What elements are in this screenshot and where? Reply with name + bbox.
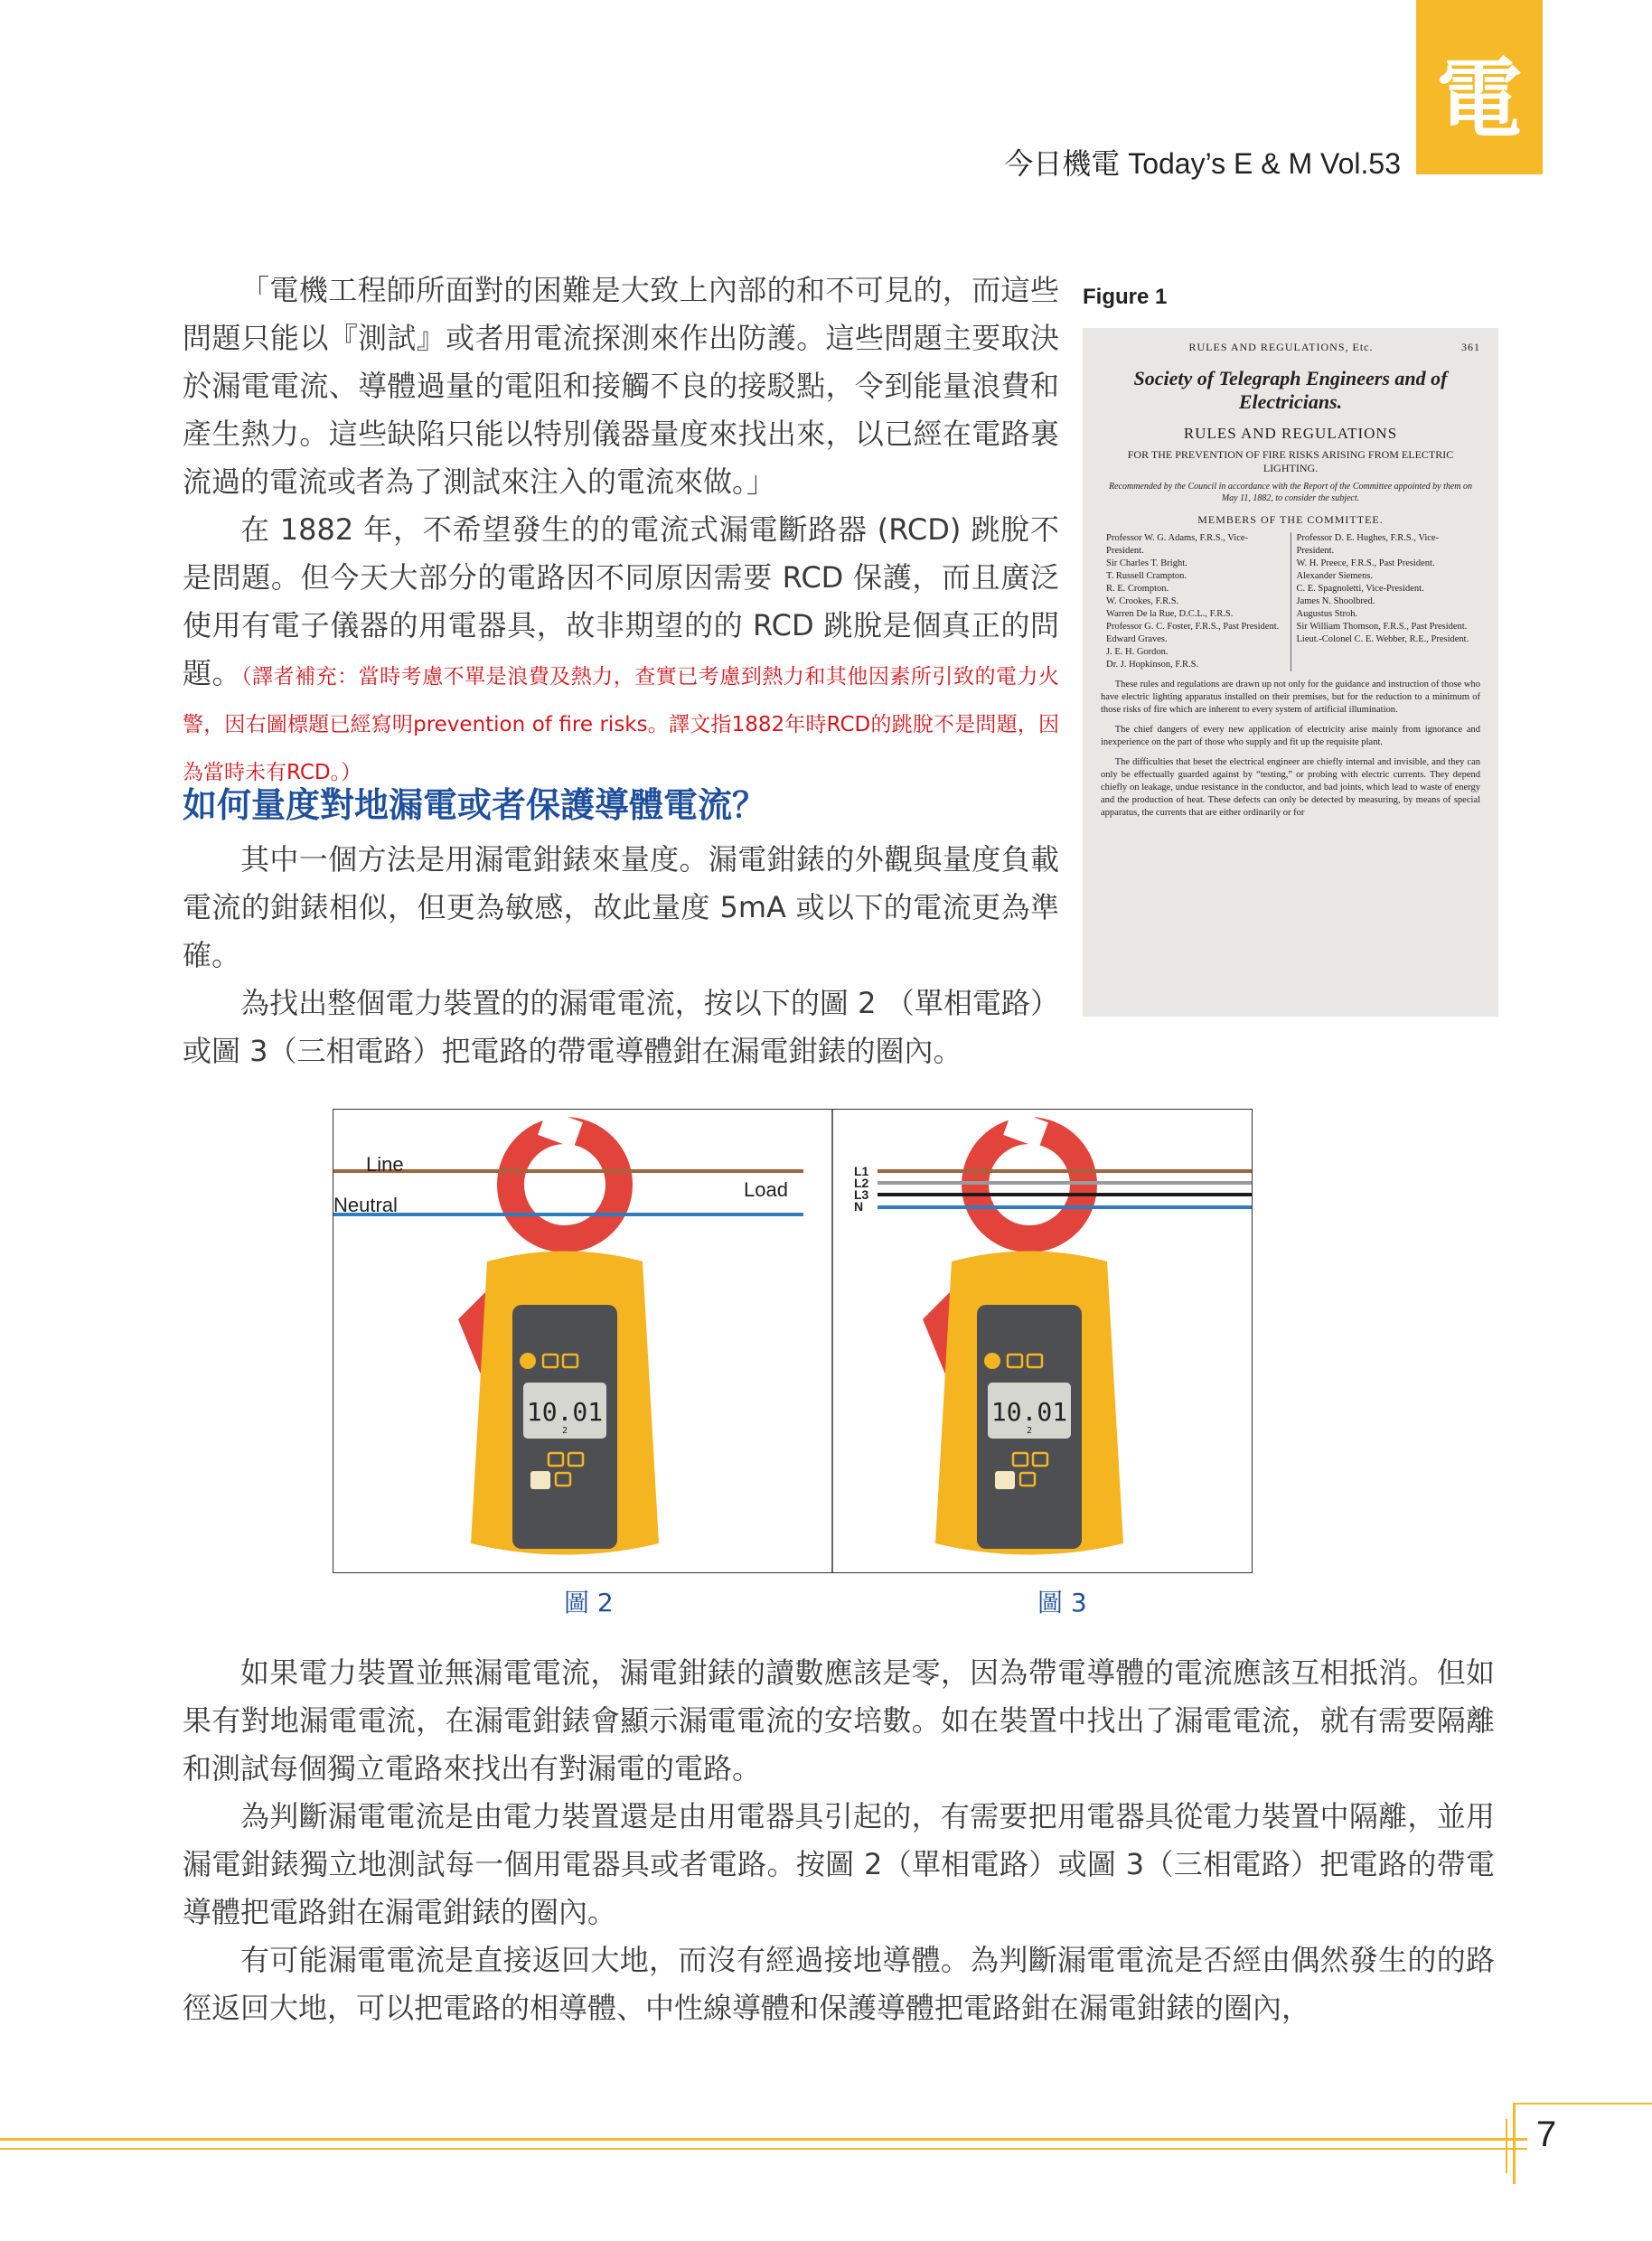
figure-1-label: Figure 1 bbox=[1083, 285, 1168, 309]
member-left: W. Crookes, F.R.S. bbox=[1106, 596, 1179, 606]
figure-1-scan bbox=[1083, 328, 1498, 1017]
translator-note: （譯者補充：當時考慮不單是浪費及熱力，查實已考慮到熱力和其他因素所引致的電力火警，因右圖標題已經寫明prevention of fire risks。譯文指1882年時RCD的跳脫不是問題，因為當時未有RCD。） bbox=[183, 665, 1059, 784]
footer-rule bbox=[0, 2138, 1527, 2141]
scan-members-left bbox=[1101, 532, 1291, 671]
lower-text bbox=[183, 1649, 1495, 2032]
l3-label: L3 bbox=[854, 1187, 869, 1202]
member-right: C. E. Spagnoletti, Vice-President. bbox=[1296, 584, 1424, 594]
lower-paragraph-3: 有可能漏電電流是直接返回大地，而沒有經過接地導體。為判斷漏電電流是否經由偶然發生的的路徑返回大地，可以把電路的相導體、中性線導體和保護導體把電路鉗在漏電鉗錶的圈內， bbox=[183, 1943, 1495, 2025]
scan-members-right bbox=[1291, 532, 1481, 671]
section-tab bbox=[1416, 0, 1543, 174]
scan-members-heading: MEMBERS OF THE COMMITTEE. bbox=[1197, 513, 1384, 526]
clamp-jaw-icon bbox=[511, 1130, 619, 1239]
lower-paragraph-2: 為判斷漏電電流是由電力裝置還是由用電器具引起的，有需要把用電器具從電力裝置中隔離，並用漏電鉗錶獨立地測試每一個用電器具或者電路。按圖 2（單相電路）或圖 3（三相電路）把電路的帶電導體把電路鉗在漏電鉗錶的圈內。 bbox=[183, 1799, 1495, 1929]
footer-box-top bbox=[1513, 2103, 1652, 2105]
member-left: T. Russell Crampton. bbox=[1106, 571, 1187, 581]
member-left: Edward Graves. bbox=[1106, 634, 1168, 644]
lower-paragraph-1: 如果電力裝置並無漏電電流，漏電鉗錶的讀數應該是零，因為帶電導體的電流應該互相抵消。但如果有對地漏電電流，在漏電鉗錶會顯示漏電電流的安培數。如在裝置中找出了漏電電流，就有需要隔離和測試每個獨立電路來找出有對漏電的電路。 bbox=[183, 1655, 1495, 1786]
figure-3-caption: 圖 3 bbox=[1037, 1588, 1087, 1617]
lcd-unit: 2 bbox=[561, 1426, 568, 1436]
section-tab-char: 電 bbox=[1436, 48, 1523, 150]
lcd-unit: 2 bbox=[1026, 1426, 1033, 1436]
scan-members-columns bbox=[1101, 532, 1480, 671]
footer-box-side bbox=[1513, 2103, 1516, 2184]
member-right: Professor D. E. Hughes, F.R.S., Vice-President. bbox=[1296, 533, 1440, 556]
member-right: Augustus Stroh. bbox=[1296, 609, 1358, 619]
scan-running-head bbox=[1101, 341, 1480, 354]
n-label: N bbox=[854, 1199, 864, 1214]
scan-running-title: RULES AND REGULATIONS, Etc. bbox=[1188, 341, 1374, 353]
section-title: 如何量度對地漏電或者保護導體電流？ bbox=[183, 785, 767, 825]
l2-label: L2 bbox=[854, 1176, 869, 1190]
lcd-reading: 10.01 bbox=[990, 1397, 1068, 1427]
load-label: Load bbox=[744, 1178, 788, 1201]
section-paragraph-1: 其中一個方法是用漏電鉗錶來量度。漏電鉗錶的外觀與量度負載電流的鉗錶相似，但更為敏感，故此量度 5mA 或以下的電流更為準確。 bbox=[183, 842, 1059, 972]
section-paragraph-2: 為找出整個電力裝置的的漏電電流，按以下的圖 2 （單相電路）或圖 3（三相電路）把電路的帶電導體鉗在漏電鉗錶的圈內。 bbox=[183, 986, 1059, 1068]
member-left: Sir Charles T. Bright. bbox=[1106, 558, 1187, 568]
footer-rule-thin bbox=[0, 2148, 1527, 2150]
power-button-icon bbox=[984, 1353, 1000, 1369]
member-right: Lieut.-Colonel C. E. Webber, R.E., President. bbox=[1296, 634, 1469, 644]
section-text bbox=[183, 836, 1059, 1075]
member-left: Dr. J. Hopkinson, F.R.S. bbox=[1106, 660, 1199, 670]
member-left: Warren De la Rue, D.C.L., F.R.S. bbox=[1106, 609, 1234, 619]
intro-text bbox=[183, 267, 1059, 793]
member-left: Professor G. C. Foster, F.R.S., Past President. bbox=[1106, 622, 1280, 632]
scan-society: Society of Telegraph Engineers and of Electricians. bbox=[1133, 367, 1448, 413]
hold-button-icon bbox=[530, 1471, 550, 1489]
clamp-meter-diagrams bbox=[333, 1110, 1252, 1572]
scan-recommended: Recommended by the Council in accordance with the Report of the Committee appointed by them on May 11, 1882, to consider the subject. bbox=[1108, 482, 1473, 503]
scan-for-line: FOR THE PREVENTION OF FIRE RISKS ARISING FROM ELECTRIC LIGHTING. bbox=[1127, 448, 1454, 474]
figure-1 bbox=[1083, 285, 1498, 1017]
figure-2-diagram bbox=[333, 1110, 803, 1555]
clamp-meter-figures bbox=[333, 1109, 1253, 1573]
scan-paragraph: The difficulties that beset the electrical engineer are chiefly internal and invisible, and they can only be effectually guarded against by “testing,” or probing with electric currents. They depend chiefly on leakage, undue resistance in the conductor, and bad joints, which lead to waste of energy and the production of heat. These defects can only be detected by measuring, by means of special apparatus, the currents that are either ordinarily or for bbox=[1101, 757, 1480, 818]
scan-page-number: 361 bbox=[1461, 341, 1480, 353]
neutral-label: Neutral bbox=[333, 1194, 398, 1216]
member-left: J. E. H. Gordon. bbox=[1106, 647, 1169, 657]
line-label: Line bbox=[366, 1153, 404, 1176]
member-right: Alexander Siemens. bbox=[1296, 571, 1374, 581]
page-number: 7 bbox=[1536, 2114, 1557, 2154]
member-right: W. H. Preece, F.R.S., Past President. bbox=[1296, 558, 1435, 568]
figure-2-caption: 圖 2 bbox=[564, 1588, 614, 1617]
member-right: Sir William Thomson, F.R.S., Past President. bbox=[1296, 622, 1468, 632]
scan-paragraph: These rules and regulations are drawn up not only for the guidance and instruction of those who have electric lighting apparatus installed on their premises, but for the reduction to a minimum of those risks of fire which are inherent to every system of artificial illumination. bbox=[1101, 680, 1480, 715]
intro-quote: 「電機工程師所面對的困難是大致上內部的和不可見的，而這些問題只能以『測試』或者用電流探測來作出防護。這些問題主要取決於漏電電流、導體過量的電阻和接觸不良的接駁點，令到能量浪費和產生熱力。這些缺陷只能以特別儀器量度來找出來，以已經在電路裏流過的電流或者為了測試來注入的電流來做。」 bbox=[183, 273, 1059, 499]
lcd-reading: 10.01 bbox=[526, 1397, 604, 1427]
member-right: James N. Shoolbred. bbox=[1296, 596, 1375, 606]
l1-label: L1 bbox=[854, 1164, 869, 1178]
magazine-header: 今日機電 Today’s E & M Vol.53 bbox=[1004, 147, 1401, 180]
footer-box-side-thin bbox=[1506, 2119, 1507, 2173]
scan-rules-heading: RULES AND REGULATIONS bbox=[1183, 425, 1398, 442]
figure-3-diagram bbox=[854, 1110, 1252, 1555]
scan-paragraph: The chief dangers of every new application of electricity arise mainly from ignorance and inexperience on the part of those who supply and fit up the requisite plant. bbox=[1101, 725, 1480, 747]
member-left: Professor W. G. Adams, F.R.S., Vice-President. bbox=[1106, 533, 1249, 556]
member-left: R. E. Crompton. bbox=[1106, 584, 1169, 594]
intro-paragraph-2 bbox=[183, 506, 1059, 793]
intro-paragraph-2-main: 在 1882 年，不希望發生的的電流式漏電斷路器 (RCD) 跳脫不是問題。但今天大部分的電路因不同原因需要 RCD 保護，而且廣泛使用有電子儀器的用電器具，故非期望的的 RCD 跳脫是個真正的問題。 bbox=[183, 512, 1059, 690]
power-button-icon bbox=[520, 1353, 536, 1369]
hold-button-icon bbox=[995, 1471, 1015, 1489]
